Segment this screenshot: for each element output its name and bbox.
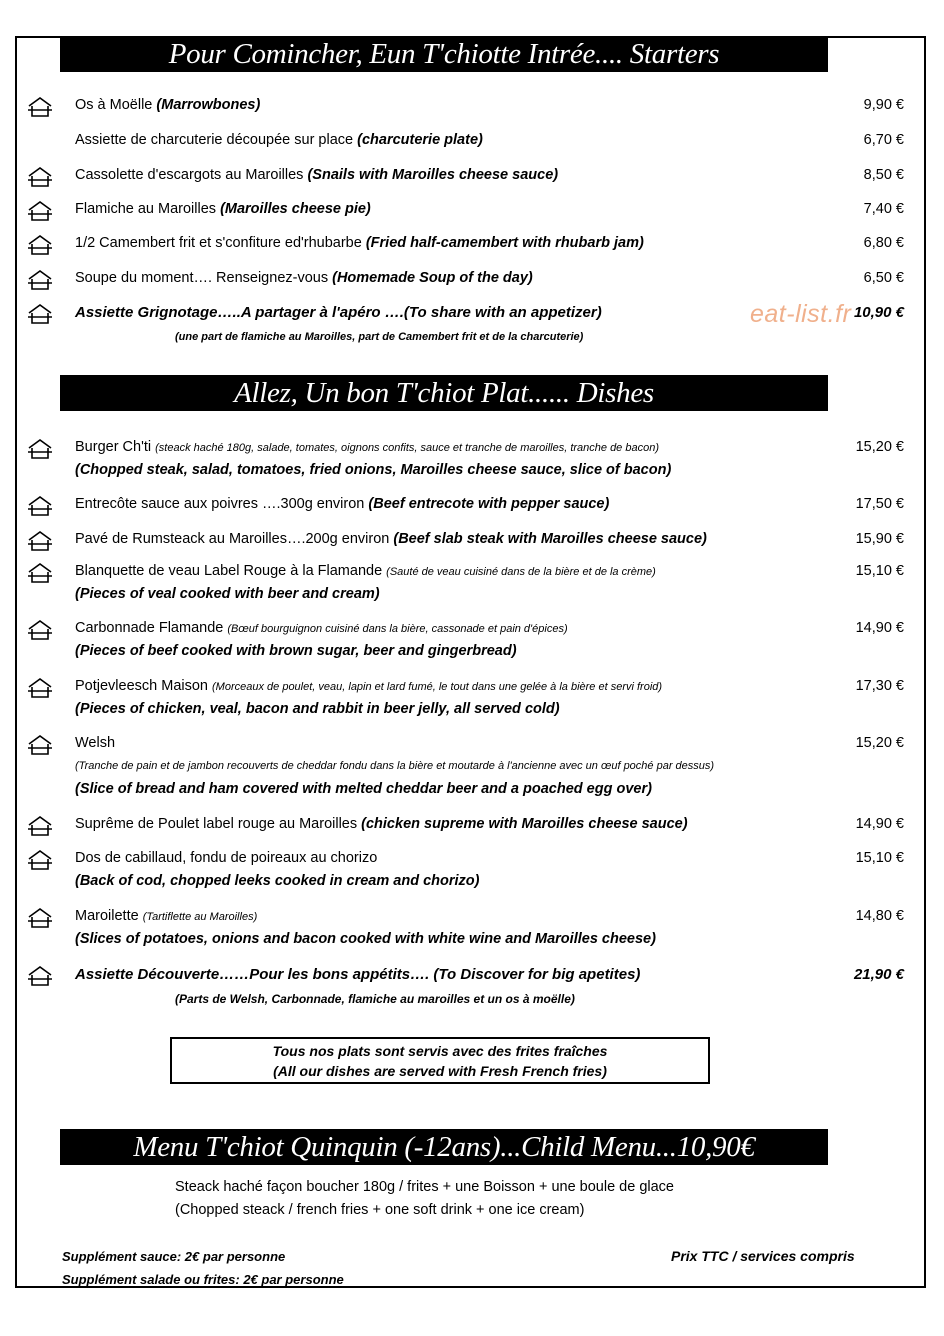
dish-english: (Beef entrecote with pepper sauce) [368,496,610,512]
dish-description: (steack haché 180g, salade, tomates, oignons confits, sauce et tranche de maroilles, tranche de bacon) [155,442,659,454]
house-icon [26,96,54,118]
dish-special-line: Assiette Découverte……Pour les bons appétits…. (To Discover for big apetites) [75,966,641,983]
starter-item [75,235,644,251]
dish-item [75,439,659,455]
dish-price: 15,20 € [855,735,904,751]
watermark: eat-list.fr [750,300,852,328]
dish-name: Entrecôte sauce aux poivres ….300g environ [75,496,369,512]
dish-price: 15,10 € [855,850,904,866]
starter-name: Flamiche au Maroilles [75,201,221,217]
house-icon [26,234,54,256]
house-icon [26,438,54,460]
child-menu-line-en: (Chopped steack / french fries + one soft drink + one ice cream) [175,1202,585,1218]
dish-english: (Slices of potatoes, onions and bacon cooked with white wine and Maroilles cheese) [75,931,656,947]
starter-price: 6,50 € [863,270,904,286]
house-icon [26,303,54,325]
starter-name: 1/2 Camembert frit et s'confiture ed'rhubarbe [75,235,366,251]
starter-item [75,201,371,217]
supplement-salad: Supplément salade ou frites: 2€ par personne [62,1272,344,1287]
starter-item [75,167,558,183]
starter-name: Os à Moëlle [75,97,157,113]
dish-item [75,678,662,694]
dish-english: (Pieces of chicken, veal, bacon and rabbit in beer jelly, all served cold) [75,701,560,717]
dish-english: (Back of cod, chopped leeks cooked in cream and chorizo) [75,873,480,889]
dish-special-price: 21,90 € [853,966,904,983]
dish-price: 17,50 € [855,496,904,512]
starter-price: 9,90 € [863,97,904,113]
dish-english: (Pieces of veal cooked with beer and cream) [75,586,380,602]
dish-item [75,620,568,636]
dish-name: Blanquette de veau Label Rouge à la Flamande [75,563,387,579]
starter-english: (charcuterie plate) [357,132,483,148]
fries-note-en: (All our dishes are served with Fresh French fries) [273,1063,607,1079]
starter-english: (Maroilles cheese pie) [220,201,371,217]
dish-item [75,735,115,751]
dish-description: (Morceaux de poulet, veau, lapin et lard fumé, le tout dans une gelée à la bière et servi froid) [212,681,663,693]
dishes-title: Allez, Un bon T'chiot Plat...... Dishes [60,375,828,411]
dish-price: 14,90 € [855,816,904,832]
starter-name: Cassolette d'escargots au Maroilles [75,167,308,183]
prices-ttc: Prix TTC / services compris [671,1248,855,1264]
dish-price: 14,90 € [855,620,904,636]
starter-special-line: Assiette Grignotage…..A partager à l'apéro ….(To share with an appetizer) [75,304,602,321]
dish-item [75,816,688,832]
starter-english: (Fried half-camembert with rhubarb jam) [365,235,644,251]
house-icon [26,815,54,837]
house-icon [26,619,54,641]
dish-price: 15,10 € [855,563,904,579]
menu-frame [15,36,926,1288]
starter-english: (Snails with Maroilles cheese sauce) [307,167,559,183]
dish-item [75,908,257,924]
starter-name: Assiette de charcuterie découpée sur place [75,132,358,148]
dish-name: Carbonnade Flamande [75,620,228,636]
house-icon [26,530,54,552]
child-menu-line-fr: Steack haché façon boucher 180g / frites + une Boisson + une boule de glace [175,1179,674,1195]
house-icon [26,495,54,517]
dish-name: Pavé de Rumsteack au Maroilles….200g environ [75,531,394,547]
dish-name: Welsh [75,735,116,751]
starter-name: Soupe du moment…. Renseignez-vous [75,270,333,286]
dish-name: Potjevleesch Maison [75,678,213,694]
dish-price: 14,80 € [855,908,904,924]
starter-price: 6,70 € [863,132,904,148]
dish-english: (Beef slab steak with Maroilles cheese sauce) [393,531,707,547]
house-icon [26,200,54,222]
dish-name: Dos de cabillaud, fondu de poireaux au chorizo [75,850,378,866]
dish-item [75,563,656,579]
starter-price: 7,40 € [863,201,904,217]
fries-note [170,1037,710,1084]
starter-price: 8,50 € [863,167,904,183]
house-icon [26,965,54,987]
dish-english: (Slice of bread and ham covered with melted cheddar beer and a poached egg over) [75,781,652,797]
starter-english: (Marrowbones) [156,97,261,113]
dish-item [75,496,609,512]
dish-description: (Sauté de veau cuisiné dans de la bière et de la crème) [386,566,656,578]
dish-price: 15,90 € [855,531,904,547]
starter-english: (Homemade Soup of the day) [332,270,533,286]
dish-description: (Bœuf bourguignon cuisiné dans la bière, cassonade et pain d'épices) [227,623,568,635]
dish-english: (chicken supreme with Maroilles cheese sauce) [361,816,688,832]
starter-item [75,97,260,113]
house-icon [26,269,54,291]
dish-special-sub: (Parts de Welsh, Carbonnade, flamiche au maroilles et un os à moëlle) [175,992,575,1006]
dish-description: (Tartiflette au Maroilles) [142,911,258,923]
dish-description: (Tranche de pain et de jambon recouverts de cheddar fondu dans la bière et moutarde à l'ancienne avec un œuf poché par dessus) [75,760,715,772]
dish-price: 17,30 € [855,678,904,694]
dish-english: (Pieces of beef cooked with brown sugar, beer and gingerbread) [75,643,517,659]
child-menu-title: Menu T'chiot Quinquin (-12ans)...Child Menu...10,90€ [60,1129,828,1165]
house-icon [26,166,54,188]
dish-name: Suprême de Poulet label rouge au Maroilles [75,816,362,832]
starter-special-price: 10,90 € [853,304,904,321]
fries-note-fr: Tous nos plats sont servis avec des frites fraîches [272,1043,608,1059]
dish-name: Maroilette [75,908,143,924]
dish-price: 15,20 € [855,439,904,455]
starter-price: 6,80 € [863,235,904,251]
house-icon [26,562,54,584]
starter-item [75,270,533,286]
dish-item [75,531,707,547]
house-icon [26,677,54,699]
dish-english: (Chopped steak, salad, tomatoes, fried onions, Maroilles cheese sauce, slice of bacon) [75,462,672,478]
starters-title: Pour Comincher, Eun T'chiotte Intrée.... Starters [60,36,828,72]
house-icon [26,734,54,756]
house-icon [26,907,54,929]
dish-item [75,850,377,866]
supplement-sauce: Supplément sauce: 2€ par personne [62,1249,286,1264]
dish-name: Burger Ch'ti [75,439,156,455]
house-icon [26,849,54,871]
starter-item [75,132,483,148]
starter-special-sub: (une part de flamiche au Maroilles, part de Camembert frit et de la charcuterie) [175,331,584,343]
